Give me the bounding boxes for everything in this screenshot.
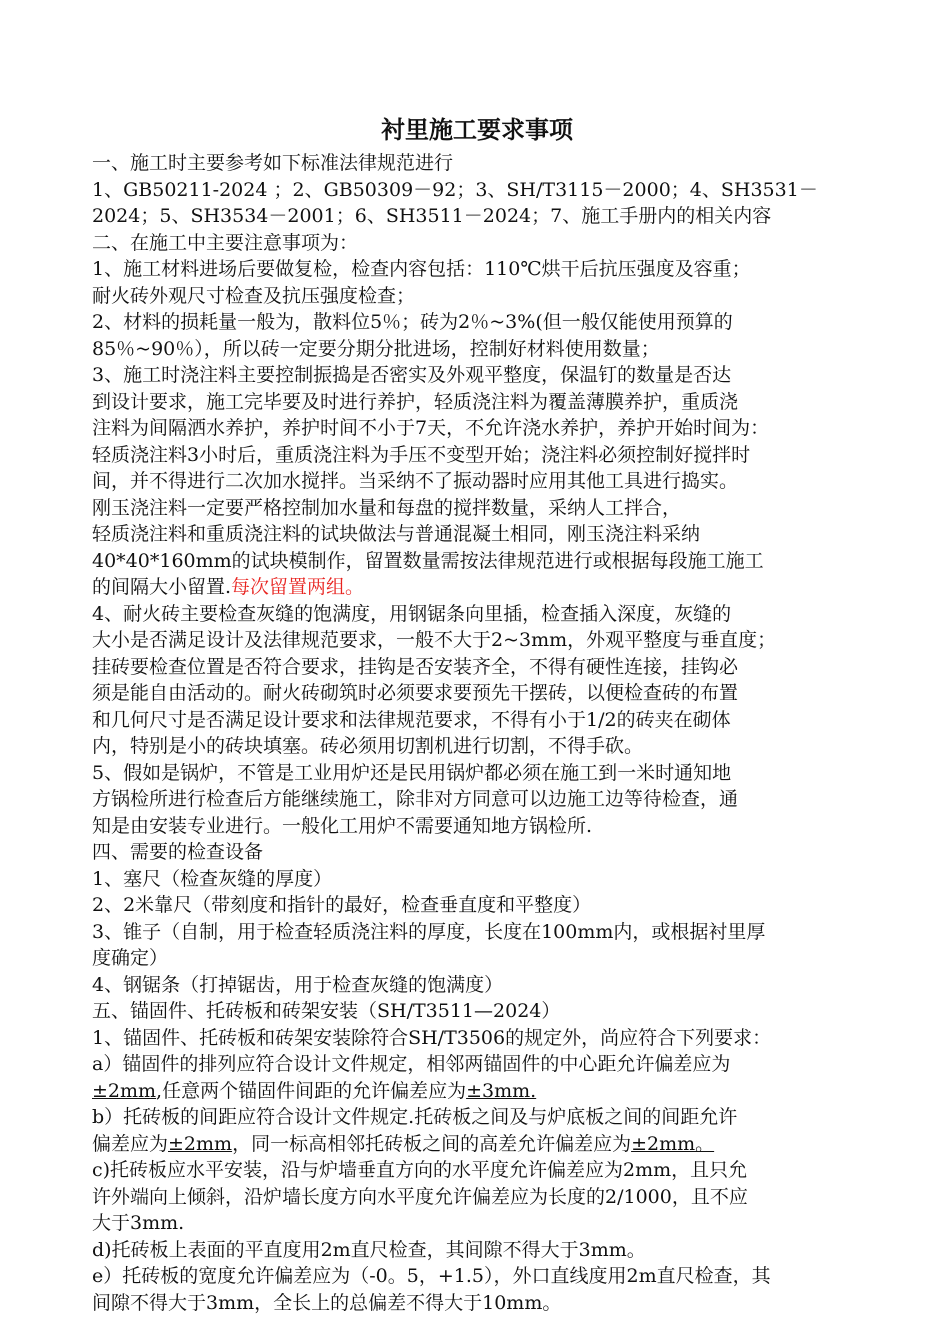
text-segment: ，同一标高相邻托砖板之间的高差允许偏差应为 [232,1132,632,1155]
text-line: 刚玉浇注料一定要严格控制加水量和每盘的搅拌数量，采纳人工拌合， [92,496,682,519]
text-line-with-note [92,574,862,601]
tolerance-value: ±2mm [92,1079,157,1102]
text-line: 许外端向上倾斜，沿炉墙长度方向水平度允许偏差应为长度的2/1000，且不应 [92,1185,748,1208]
text-line: 大于3mm. [92,1212,185,1234]
text-line: 注料为间隔洒水养护，养护时间不小于7天，不允许浇水养护，养护开始时间为： [92,417,770,439]
tolerance-value: ±2mm [168,1132,233,1155]
text-line: 到设计要求，施工完毕要及时进行养护，轻质浇注料为覆盖薄膜养护，重质浇 [92,390,739,413]
text-line: 和几何尺寸是否满足设计要求和法律规范要求，不得有小于1/2的砖夹在砌体 [92,708,731,731]
text-line: b）托砖板的间距应符合设计文件规定.托砖板之间及与炉底板之间的间距允许 [92,1106,738,1128]
text-segment: 偏差应为 [92,1132,169,1155]
text-line: 5、假如是锅炉，不管是工业用炉还是民用锅炉都必须在施工到一米时通知地 [92,761,732,784]
text-line: 方锅检所进行检查后方能继续施工，除非对方同意可以边施工边等待检查，通 [92,788,739,810]
text-line: 2、2米靠尺（带刻度和指针的最好，检查垂直度和平整度） [92,894,592,916]
text-line: 间隙不得大于3mm，全长上的总偏差不得大于10mm。 [92,1291,562,1314]
text-line: 2024；5、SH3534－2001；6、SH3511－2024；7、施工手册内的相关内容 [92,205,772,227]
text-line: 1、施工材料进场后要做复检，检查内容包括：110℃烘干后抗压强度及容重； [92,258,751,280]
text-line: e）托砖板的宽度允许偏差应为（-0。5，+1.5），外口直线度用2m直尺检查，其 [92,1265,771,1287]
text-line-with-tolerance [92,1131,862,1158]
text-line: 4、耐火砖主要检查灰缝的饱满度，用钢锯条向里插，检查插入深度，灰缝的 [92,602,732,625]
text-segment: ,任意两个锚固件间距的允许偏差应为 [156,1079,467,1102]
tolerance-value: ±2mm。 [631,1132,715,1155]
text-line: 1、锚固件、托砖板和砖架安装除符合SH/T3506的规定外，尚应符合下列要求： [92,1026,772,1049]
section-5-heading: 五、锚固件、托砖板和砖架安装（SH/T3511—2024） [92,1000,561,1022]
text-line: 耐火砖外观尺寸检查及抗压强度检查； [92,284,416,307]
section-1-heading: 一、施工时主要参考如下标准法律规范进行 [92,152,454,174]
text-line: 大小是否满足设计及法律规范要求，一般不大于2~3mm，外观平整度与垂直度； [92,629,777,651]
red-note: 每次留置两组。 [231,576,365,598]
text-line: 须是能自由活动的。耐火砖砌筑时必须要求要预先干摆砖，以便检查砖的布置 [92,682,739,704]
text-line: 40*40*160mm的试块模制作，留置数量需按法律规范进行或根据每段施工施工 [92,549,764,572]
text-line: 3、施工时浇注料主要控制振捣是否密实及外观平整度，保温钉的数量是否达 [92,364,732,386]
text-line: d)托砖板上表面的平直度用2m直尺检查，其间隙不得大于3mm。 [92,1238,646,1261]
section-4-heading: 四、需要的检查设备 [92,841,264,863]
text-line-with-tolerance [92,1078,862,1105]
section-2-heading: 二、在施工中主要注意事项为： [92,231,359,254]
tolerance-value: ±3mm. [466,1079,537,1102]
text-line: 4、钢锯条（打掉锯齿，用于检查灰缝的饱满度） [92,973,504,996]
text-line: 间，并不得进行二次加水搅拌。当采纳不了振动器时应用其他工具进行捣实。 [92,470,739,492]
text-line: 1、GB50211-2024 ；2、GB50309－92；3、SH/T3115－2000；4、SH3531－ [92,178,818,201]
text-line: 3、锥子（自制，用于检查轻质浇注料的厚度，长度在100mm内，或根据衬里厚 [92,920,766,943]
page-title: 衬里施工要求事项 [381,115,573,144]
text-line: 2、材料的损耗量一般为，散料位5％；砖为2％~3%(但一般仅能使用预算的 [92,311,733,333]
text-line: 度确定） [92,947,169,969]
text-segment: 的间隔大小留置. [92,576,232,598]
text-line: 知是由安装专业进行。一般化工用炉不需要通知地方锅检所. [92,814,593,837]
text-line: 内，特别是小的砖块填塞。砖必须用切割机进行切割，不得手砍。 [92,735,644,757]
text-line: 85％~90％），所以砖一定要分期分批进场，控制好材料使用数量； [92,337,660,360]
text-line: 轻质浇注料3小时后，重质浇注料为手压不变型开始；浇注料必须控制好搅拌时 [92,443,751,466]
text-line: a）锚固件的排列应符合设计文件规定，相邻两锚固件的中心距允许偏差应为 [92,1053,731,1075]
document-page [92,112,862,1316]
text-line: 1、塞尺（检查灰缝的厚度） [92,867,333,890]
text-line: 挂砖要检查位置是否符合要求，挂钩是否安装齐全，不得有硬性连接，挂钩必 [92,655,739,678]
text-line: 轻质浇注料和重质浇注料的试块做法与普通混凝土相同，刚玉浇注料采纳 [92,523,701,545]
text-line: c)托砖板应水平安装，沿与炉墙垂直方向的水平度允许偏差应为2mm，且只允 [92,1159,748,1181]
